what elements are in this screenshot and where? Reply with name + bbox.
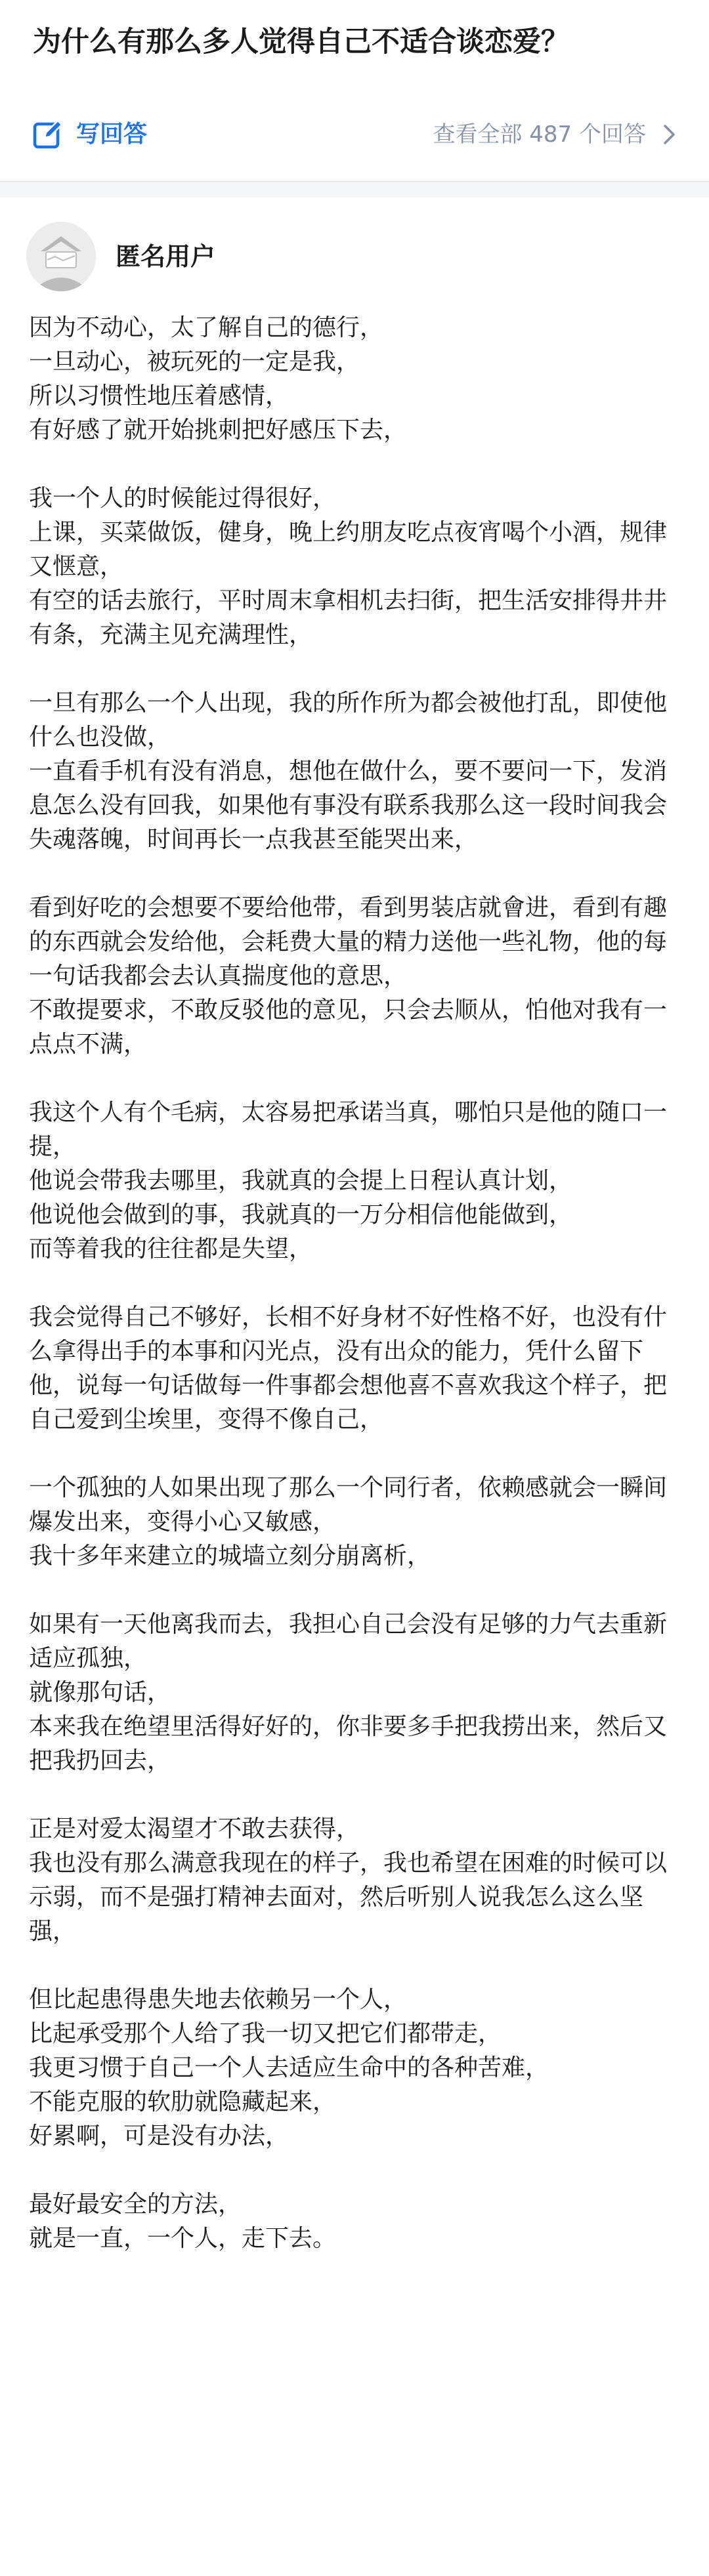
answer-line: 就像那句话， xyxy=(29,1679,171,1706)
anonymous-avatar-icon xyxy=(26,222,96,291)
answer-paragraph xyxy=(29,2188,679,2256)
write-answer-button[interactable] xyxy=(32,117,147,152)
question-title[interactable]: 为什么有那么多人觉得自己不适合谈恋爱？ xyxy=(33,26,569,58)
answer-paragraph xyxy=(29,311,679,447)
answer-line: 我十多年来建立的城墙立刻分崩离析， xyxy=(29,1543,431,1569)
answer-paragraph xyxy=(29,891,679,1062)
answer-line: 一旦有那么一个人出现，我的所作所为都会被他打乱，即使他什么也没做， xyxy=(29,690,668,751)
answer-line: 他说会带我去哪里，我就真的会提上日程认真计划， xyxy=(29,1167,573,1194)
answer-line: 我这个人有个毛病，太容易把承诺当真，哪怕只是他的随口一提， xyxy=(29,1099,668,1160)
answer-line: 所以习惯性地压着感情， xyxy=(29,383,290,409)
answer-line: 不敢提要求，不敢反驳他的意见，只会去顺从，怕他对我有一点点不满， xyxy=(29,997,668,1058)
answer-paragraph xyxy=(29,1096,679,1266)
answer-line: 一个孤独的人如果出现了那么一个同行者，依赖感就会一瞬间爆发出来，变得小心又敏感， xyxy=(29,1474,668,1535)
answer-paragraph xyxy=(29,1300,679,1437)
chevron-right-icon xyxy=(662,123,677,146)
answer-line: 不能克服的软肋就隐藏起来， xyxy=(29,2088,337,2115)
answer-paragraph xyxy=(29,1608,679,1778)
author-name: 匿名用户 xyxy=(116,242,216,271)
answer-paragraph xyxy=(29,686,679,857)
answer-line: 好累啊，可是没有办法， xyxy=(29,2123,290,2150)
answer-paragraph xyxy=(29,1983,679,2153)
answer-line: 一旦动心，被玩死的一定是我， xyxy=(29,348,360,375)
answer-action-bar xyxy=(0,92,709,177)
answer-paragraph xyxy=(29,1471,679,1573)
answer-line: 因为不动心，太了解自己的德行， xyxy=(29,314,384,341)
answer-line: 比起承受那个人给了我一切又把它们都带走， xyxy=(29,2020,502,2047)
answer-line: 正是对爱太渴望才不敢去获得， xyxy=(29,1816,360,1842)
answer-paragraph xyxy=(29,482,679,652)
answer-line: 我一个人的时候能过得很好， xyxy=(29,485,337,512)
answer-line: 我会觉得自己不够好，长相不好身材不好性格不好，也没有什么拿得出手的本事和闪光点，没有出众的能力，凭什么留下他，说每一句话做每一件事都会想他喜不喜欢我这个样子，把自己爱到尘埃里，变得不像自己， xyxy=(29,1304,668,1433)
view-all-answers-label: 查看全部 487 个回答 xyxy=(433,121,646,148)
answer-content xyxy=(29,311,679,2290)
answer-line: 有好感了就开始挑刺把好感压下去， xyxy=(29,417,408,444)
answer-line: 本来我在绝望里活得好好的，你非要多手把我捞出来，然后又把我扔回去， xyxy=(29,1713,668,1774)
answer-line: 一直看手机有没有消息，想他在做什么，要不要问一下，发消息怎么没有回我，如果他有事没有联系我那么这一段时间我会失魂落魄，时间再长一点我甚至能哭出来， xyxy=(29,758,668,853)
answer-line: 有空的话去旅行，平时周末拿相机去扫街，把生活安排得井井有条，充满主见充满理性， xyxy=(29,587,668,648)
answer-line: 如果有一天他离我而去，我担心自己会没有足够的力气去重新适应孤独， xyxy=(29,1611,668,1672)
section-divider xyxy=(0,181,709,197)
answer-line: 而等着我的往往都是失望， xyxy=(29,1236,313,1262)
answer-line: 他说他会做到的事，我就真的一万分相信他能做到， xyxy=(29,1201,573,1228)
answer-line: 上课，买菜做饭，健身，晚上约朋友吃点夜宵喝个小酒，规律又惬意， xyxy=(29,519,668,580)
edit-pencil-icon xyxy=(32,118,64,151)
answer-line: 我更习惯于自己一个人去适应生命中的各种苦难， xyxy=(29,2054,549,2081)
answer-line: 我也没有那么满意我现在的样子，我也希望在困难的时候可以示弱，而不是强打精神去面对，然后听别人说我怎么这么坚强， xyxy=(29,1850,668,1945)
answer-paragraph xyxy=(29,1812,679,1949)
answer-line: 就是一直，一个人，走下去。 xyxy=(29,2225,337,2252)
write-answer-label: 写回答 xyxy=(76,121,148,148)
view-all-answers-link[interactable] xyxy=(433,117,677,152)
answer-line: 最好最安全的方法， xyxy=(29,2191,242,2218)
author-info[interactable] xyxy=(26,220,215,293)
answer-line: 但比起患得患失地去依赖另一个人， xyxy=(29,1986,408,2013)
answer-line: 看到好吃的会想要不要给他带，看到男装店就會进，看到有趣的东西就会发给他，会耗费大量的精力送他一些礼物，他的每一句话我都会去认真揣度他的意思， xyxy=(29,894,668,989)
